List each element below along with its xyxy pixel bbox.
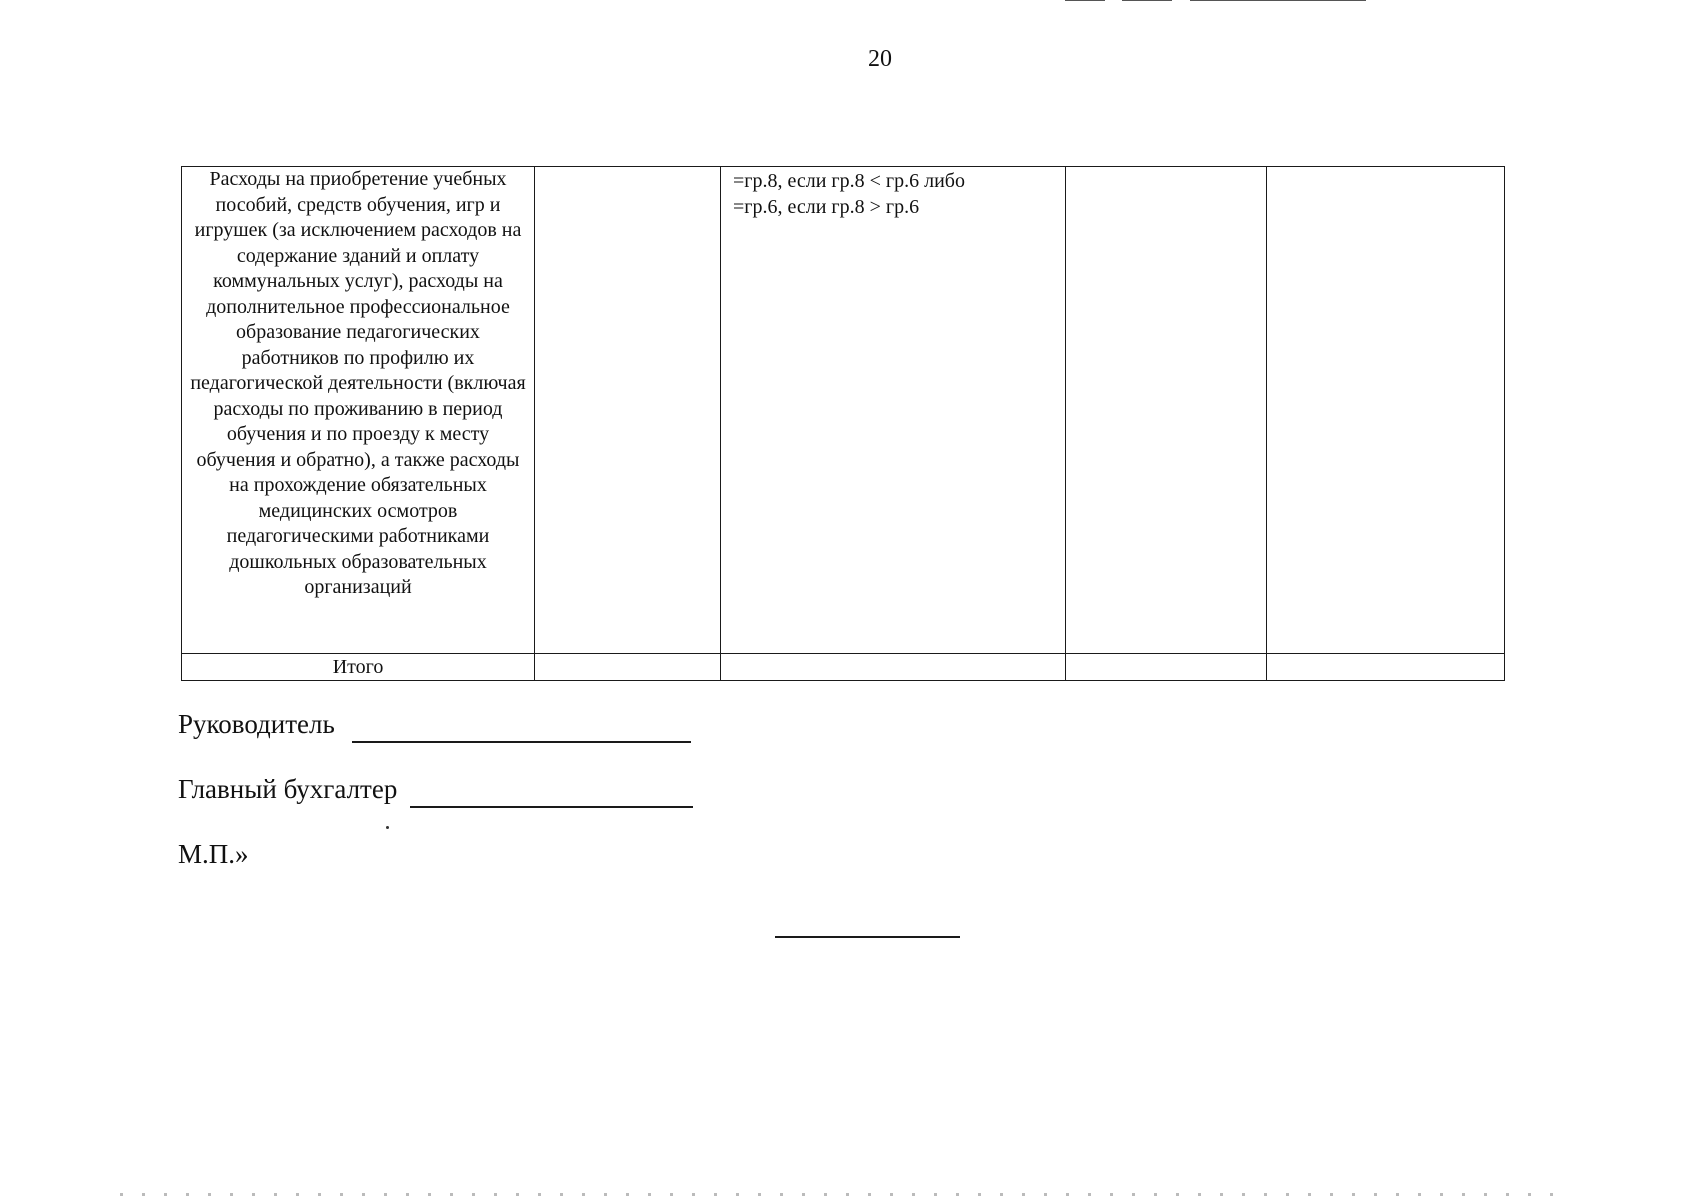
table-cell-empty	[1066, 167, 1267, 654]
formula-line: =гр.6, если гр.8 > гр.6	[733, 195, 920, 218]
head-signature-label: Руководитель	[178, 709, 335, 739]
page-number: 20	[868, 46, 892, 72]
formula-cell	[721, 167, 1066, 654]
total-label: Итого	[182, 654, 535, 681]
document-end-line	[775, 936, 960, 938]
table-cell-empty	[1267, 167, 1505, 654]
table-cell-empty	[721, 654, 1066, 681]
chief-accountant-signature-label: Главный бухгалтер	[178, 774, 398, 804]
table-cell-empty	[535, 167, 721, 654]
total-row	[182, 654, 1505, 681]
table-cell-empty	[1267, 654, 1505, 681]
table-row	[182, 167, 1505, 654]
scan-dot	[386, 826, 389, 829]
table-cell-empty	[1066, 654, 1267, 681]
head-signature-line	[352, 741, 691, 743]
table-cell-empty	[535, 654, 721, 681]
scan-artifact-noise	[120, 1193, 1570, 1196]
scan-artifact-line	[1190, 0, 1366, 1]
chief-accountant-signature-line	[410, 806, 693, 808]
scan-artifact-line	[1065, 0, 1105, 1]
expenses-table	[181, 166, 1505, 681]
scan-artifact-line	[1122, 0, 1172, 1]
formula-line: =гр.8, если гр.8 < гр.6 либо	[733, 170, 965, 192]
expense-description-cell: Расходы на приобретение учебных пособий, средств обучения, игр и игрушек (за исключением расходов на содержание зданий и оплату коммунальных услуг), расходы на дополнительное профессиональное образование педагогических работников по профилю их педагогической деятельности (включая расходы по проживанию в период обучения и по проезду к месту обучения и обратно), а также расходы на прохождение обязательных медицинских осмотров педагогическими работниками дошкольных образовательных организаций	[182, 167, 535, 654]
stamp-label: М.П.»	[178, 839, 249, 869]
